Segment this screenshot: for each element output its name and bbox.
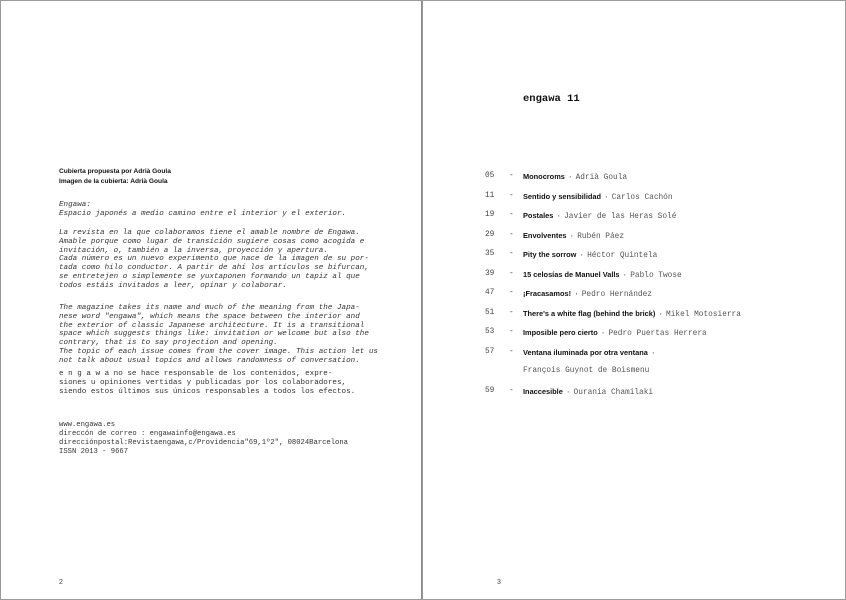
toc-dash: - bbox=[509, 387, 514, 395]
toc-text bbox=[523, 387, 653, 397]
toc-page-number: 35 bbox=[485, 250, 495, 258]
toc-page-number: 59 bbox=[485, 387, 495, 395]
toc-author: Carlos Cachón bbox=[611, 194, 673, 202]
english-description bbox=[59, 304, 378, 366]
toc-dash: - bbox=[509, 289, 514, 297]
toc-dash: - bbox=[509, 192, 514, 200]
toc-page-number: 57 bbox=[485, 348, 495, 356]
toc-dash: - bbox=[509, 348, 514, 356]
website-link[interactable]: www.engawa.es bbox=[59, 421, 116, 429]
toc-article-title: Envolventes bbox=[523, 231, 567, 240]
toc-page-number: 05 bbox=[485, 172, 495, 180]
toc-article-title: Imposible pero cierto bbox=[523, 328, 598, 337]
text-line: e n g a w a no se hace responsable de los contenidos, expre- bbox=[59, 370, 333, 378]
toc-article-title: Inaccesible bbox=[523, 387, 563, 396]
text-line: todos estáis invitados a leer, opinar y colaborar. bbox=[59, 281, 287, 290]
text-line: the exterior of classic Japanese architecture. It is a transitional bbox=[59, 321, 365, 330]
toc-separator: · bbox=[569, 233, 575, 241]
toc-separator: · bbox=[574, 291, 579, 299]
toc-page-number: 51 bbox=[485, 309, 495, 317]
toc-page-number: 11 bbox=[485, 192, 495, 200]
issn: ISSN 2013 - 9667 bbox=[59, 448, 129, 456]
toc-article-title: Sentido y sensibilidad bbox=[523, 192, 602, 201]
left-page bbox=[1, 1, 422, 599]
text-line: The topic of each issue comes from the cover image. This action let us bbox=[59, 347, 378, 356]
toc-text bbox=[523, 289, 652, 299]
toc-author: Pedro Puertas Herrera bbox=[608, 330, 707, 338]
toc-text bbox=[523, 348, 659, 358]
toc-article-title: Pity the sorrow bbox=[523, 250, 577, 259]
toc-page-number: 29 bbox=[485, 231, 495, 239]
toc-page-number: 47 bbox=[485, 289, 495, 297]
postal-address: direcciónpostal:Revistaengawa,c/Providencia"69,1º2", 08024Barcelona bbox=[59, 439, 348, 447]
toc-separator: · bbox=[604, 194, 609, 202]
toc-separator: · bbox=[600, 330, 606, 338]
toc-dash: - bbox=[509, 250, 514, 258]
toc-separator: · bbox=[622, 272, 628, 280]
text-line: The magazine takes its name and much of the meaning from the Japa- bbox=[59, 304, 360, 312]
text-line: Cada número es un nuevo experimento que nace de la imagen de su por- bbox=[59, 255, 369, 264]
toc-page-number: 39 bbox=[485, 270, 495, 278]
page-number: 2 bbox=[59, 579, 63, 586]
toc-page-number: 19 bbox=[485, 211, 495, 219]
toc-author: Rubén Páez bbox=[577, 233, 625, 241]
issue-title: engawa 11 bbox=[523, 93, 580, 105]
toc-article-title: ¡Fracasamos! bbox=[523, 289, 572, 298]
toc-text bbox=[523, 250, 657, 260]
toc-author: Mikel Motosierra bbox=[666, 311, 741, 319]
toc-text bbox=[523, 328, 707, 338]
text-line: tada como hilo conductor. A partir de ahí los artículos se bifurcan, bbox=[59, 264, 369, 273]
email-line: direccón de correo : engawainfo@engawa.es bbox=[59, 430, 236, 438]
text-line: La revista en la que colaboramos tiene el amable nombre de Engawa. bbox=[59, 229, 360, 237]
cover-credits bbox=[59, 167, 171, 187]
toc-article-title: 15 celosías de Manuel Valls bbox=[523, 270, 620, 279]
toc-author: Adrià Goula bbox=[575, 174, 628, 182]
toc-article-title: Ventana iluminada por otra ventana bbox=[523, 348, 648, 357]
toc-author: Héctor Quintela bbox=[587, 252, 658, 260]
cover-image-credit-line: Imagen de la cubierta: Adrià Goula bbox=[59, 178, 168, 185]
text-line: se entretejen o simplemente se yuxtaponen formando un tapiz al que bbox=[59, 272, 360, 281]
definition-text: Espacio japonés a medio camino entre el interior y el exterior. bbox=[59, 209, 347, 218]
toc-author: Javier de las Heras Solé bbox=[564, 213, 677, 221]
text-line: siendo estos últimos sus únicos responsables a todos los efectos. bbox=[59, 387, 356, 396]
toc-separator: · bbox=[565, 389, 571, 397]
toc-dash: - bbox=[509, 231, 514, 239]
toc-author: Pablo Twose bbox=[630, 272, 682, 280]
text-line: siones u opiniones vertidas y publicadas por los colaboradores, bbox=[59, 378, 347, 387]
toc-text bbox=[523, 231, 624, 241]
right-page bbox=[423, 1, 845, 599]
toc-text bbox=[523, 211, 676, 221]
toc-dash: - bbox=[509, 172, 514, 180]
toc-article-title: Monocroms bbox=[523, 172, 565, 181]
toc-separator: · bbox=[556, 213, 562, 221]
text-line: contrary, that is to say projection and opening. bbox=[59, 339, 278, 348]
toc-dash: - bbox=[509, 211, 514, 219]
contact-info bbox=[59, 421, 348, 457]
toc-page-number: 53 bbox=[485, 328, 495, 336]
toc-author: Pedro Hernández bbox=[581, 291, 652, 299]
toc-article-title: There's a white flag (behind the brick) bbox=[523, 309, 656, 318]
spanish-description bbox=[59, 229, 369, 291]
toc-separator: · bbox=[650, 350, 656, 358]
toc-separator: · bbox=[579, 252, 585, 260]
disclaimer bbox=[59, 370, 359, 396]
cover-credit-line: Cubierta propuesta por Adrià Goula bbox=[59, 168, 171, 175]
definition-term: Engawa: bbox=[59, 201, 91, 209]
toc-separator: · bbox=[658, 311, 664, 319]
toc-dash: - bbox=[509, 309, 514, 317]
magazine-spread bbox=[1, 1, 845, 599]
toc-dash: - bbox=[509, 328, 514, 336]
toc-text bbox=[523, 172, 627, 182]
toc-text bbox=[523, 192, 673, 202]
text-line: invitación, o, también a la inversa, proyección y apertura. bbox=[59, 246, 328, 255]
page-number: 3 bbox=[497, 579, 501, 586]
toc-dash: - bbox=[509, 270, 514, 278]
toc-text bbox=[523, 270, 682, 280]
text-line: not talk about usual topics and allows randomness of conversation. bbox=[59, 356, 360, 365]
toc-author: Ourania Chamilaki bbox=[573, 389, 654, 397]
text-line: Amable porque como lugar de transición sugiere cosas como acogida e bbox=[59, 237, 365, 246]
toc-article-title: Postales bbox=[523, 211, 554, 220]
toc-author: François Guynot de Boismenu bbox=[523, 367, 650, 375]
engawa-definition bbox=[59, 201, 359, 219]
text-line: nese word "engawa", which means the space between the interior and bbox=[59, 312, 360, 321]
toc-separator: · bbox=[567, 174, 573, 182]
toc-text bbox=[523, 309, 741, 319]
text-line: space which suggests things like: invitation or welcome but also the bbox=[59, 330, 369, 339]
